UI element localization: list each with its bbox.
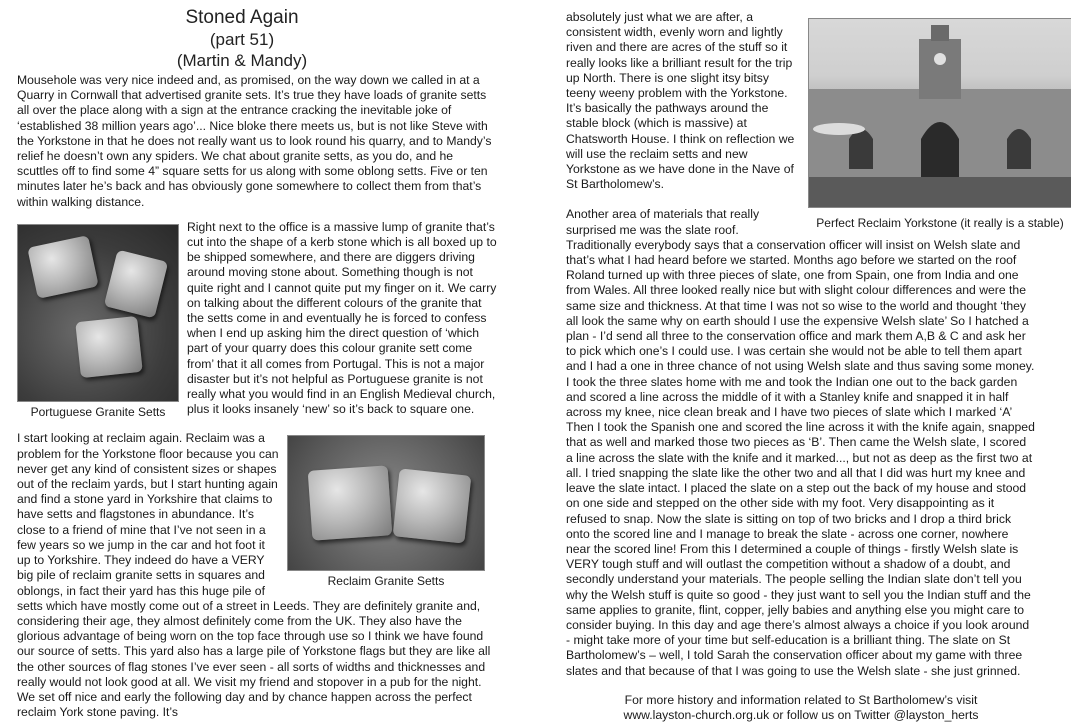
portuguese-setts-caption: Portuguese Granite Setts [30,404,166,419]
reclaim-setts-caption: Reclaim Granite Setts [327,574,445,589]
right-paragraph-2: Another area of materials that really surprised me was the slate roof. [566,207,760,237]
footer [566,693,1036,723]
title-line-1: Stoned Again [185,7,299,28]
photo-block-portuguese [17,224,179,420]
right-column [566,10,1064,723]
photo-block-stable [808,18,1071,231]
stable-courtyard-photo [808,18,1071,208]
granite-sett-image [308,466,393,541]
left-column [17,6,497,720]
footer-line-1: For more history and information related to St Bartholomew’s visit [624,692,978,707]
stable-courtyard-image [809,19,1071,207]
footer-line-2: www.layston-church.org.uk or follow us on Twitter @layston_herts [623,707,979,722]
granite-sett-image [104,249,168,318]
title-line-2: (part 51) [209,30,275,49]
granite-sett-image [27,235,98,299]
article-title [0,6,497,71]
left-paragraph-3: I start looking at reclaim again. Reclaim was a problem for the Yorkstone floor because you can never get any kind of consistent sizes or shapes out of the reclaim yards, but I start hunting again and find a stone yard in Yorkshire that claims to have setts and flagstones in abundance. It’s close to a friend of mine that I’ve not seen in a few years so we jump in the car and hot foot it up to Yorkshire. They indeed do have a VERY big pile of reclaim granite setts in squares and oblongs, in fact their yard has this huge pile of setts which have mostly come out of a street in Leeds. They are definitely granite and, considering their age, they almost definitely come from the UK. They also have the glorious advantage of being worn on the top face through use so I think we have found our source of setts. This yard also has a large pile of Yorkstone flags but they are like all the other sources of flag stones I’ve ever seen - all sorts of widths and thicknesses and really would not look good at all. We visit my friend and stopover in a pub for the night. We set off nice and early the following day and by chance happen across the perfect reclaim York stone paving. It’s [17,431,491,720]
left-paragraph-2: Right next to the office is a massive lump of granite that’s cut into the shape of a kerb stone which is all boxed up to be shipped somewhere, and there are diggers driving around moving stone about. Something though is not quite right and I cannot quite put my finger on it. We carry on talking about the different colours of the granite that the setts come in and eventually he is forced to confess when I end up asking him the direct question of ‘which part of your quarry does this colour granite sett come from’ that it all comes from Portugal. This is not a major disaster but it’s not helpful as Portuguese granite is not really what you would find in an English Medieval church, plus it looks insanely ‘new’ so it’s back to square one. [187,219,497,417]
right-paragraph-3: Traditionally everybody says that a conservation officer will insist on Welsh slate and that’s what I had heard before we started. Months ago before we started on the roof Roland turned up with three pieces of slate, one from Spain, one from India and one from Wales. All three looked really nice but with slight colour differences and were the same size and thickness. At that time I was not so wise to the world and thought ‘they all look the same why on earth should I use the expensive Welsh slate’ So I hatched a plan - I’d send all three to the conservation office and mark them A,B & C and ask her to pick which one’s I could use. I was certain she would not be able to tell them apart and I had a one in three chance of not using Welsh slate and thus saving some money. I took the three slates home with me and took the Indian one out to the back garden and scored a line across the middle of it with a Stanley knife and snapped it in half across my knee, nice clean break and I have two pieces of slate which I marked ‘A’ Then I took the Spanish one and scored the line across it with the knife again, snapped that as well and marked those two pieces as ‘B’. Then came the Welsh slate, I scored a line across the slate with the knife and it marked..., but not as deep as the first two at all. I tried snapping the slate like the other two and all that I did was hurt my knee and leave the slate intact. I placed the slate on a step out the back of my house and stood on one side and stepped on the other side with my foot. Very disappointing as it refused to snap. Now the slate is sitting on top of two bricks and I drop a third brick onto the scored line and I manage to break the slate - across one corner, nowhere near the scored line! From this I determined a couple of things - firstly Welsh slate is VERY tough stuff and will outlast the competition without a shadow of a doubt, and secondly understand your materials. The people selling the Indian slate don’t tell you why the Welsh stuff is quite so good - they just want to sell you the Indian stuff and the same applies to granite, flint, copper, jelly babies and anything else you might care to consider buying. In this day and age there’s almost always a choice if you look around - might take more of your time but self-education is a brilliant thing. The slate on St Bartholomew’s – well, I told Sarah the conservation officer about my game with three slates and that because of that I was going to use the Welsh slate - she just grinned. [566,237,1035,678]
portuguese-setts-photo [17,224,179,402]
granite-sett-image [393,469,472,544]
title-line-3: (Martin & Mandy) [176,51,308,70]
left-paragraph-1: Mousehole was very nice indeed and, as promised, on the way down we called in at a Quarry in Cornwall that advertised granite sets. It’s true they have loads of granite setts all over the place along with a sign at the entrance cracking the inevitable joke of ‘established 38 million years ago’... Nice bloke there meets us, but is not like Steve with the Yorkstone in that he does not really want us to look round his quarry, and to Mandy’s relief he doesn’t own any spiders. We chat about granite setts, as you do, and he scuttles off to find some 4” square setts for us along with some oblong setts. Five or ten minutes later he’s back and has obviously gone somewhere to collect them from that’s within walking distance. [17,73,492,209]
stable-photo-caption: Perfect Reclaim Yorkstone (it really is a stable) [816,216,1064,230]
granite-sett-image [75,316,143,378]
right-paragraph-1: absolutely just what we are after, a consistent width, evenly worn and lightly riven and there are acres of the stuff so it really looks like a brilliant result for the trip up North. There is one slight itsy bitsy teeny weeny problem with the Yorkstone. It’s basically the pathways around the stable block (which is massive) at Chatsworth House. I think on reflection we will use the reclaim setts and new Yorkstone as we have done in the Nave of St Bartholomew’s. [566,10,795,192]
photo-block-reclaim [287,435,485,589]
reclaim-setts-photo [287,435,485,571]
